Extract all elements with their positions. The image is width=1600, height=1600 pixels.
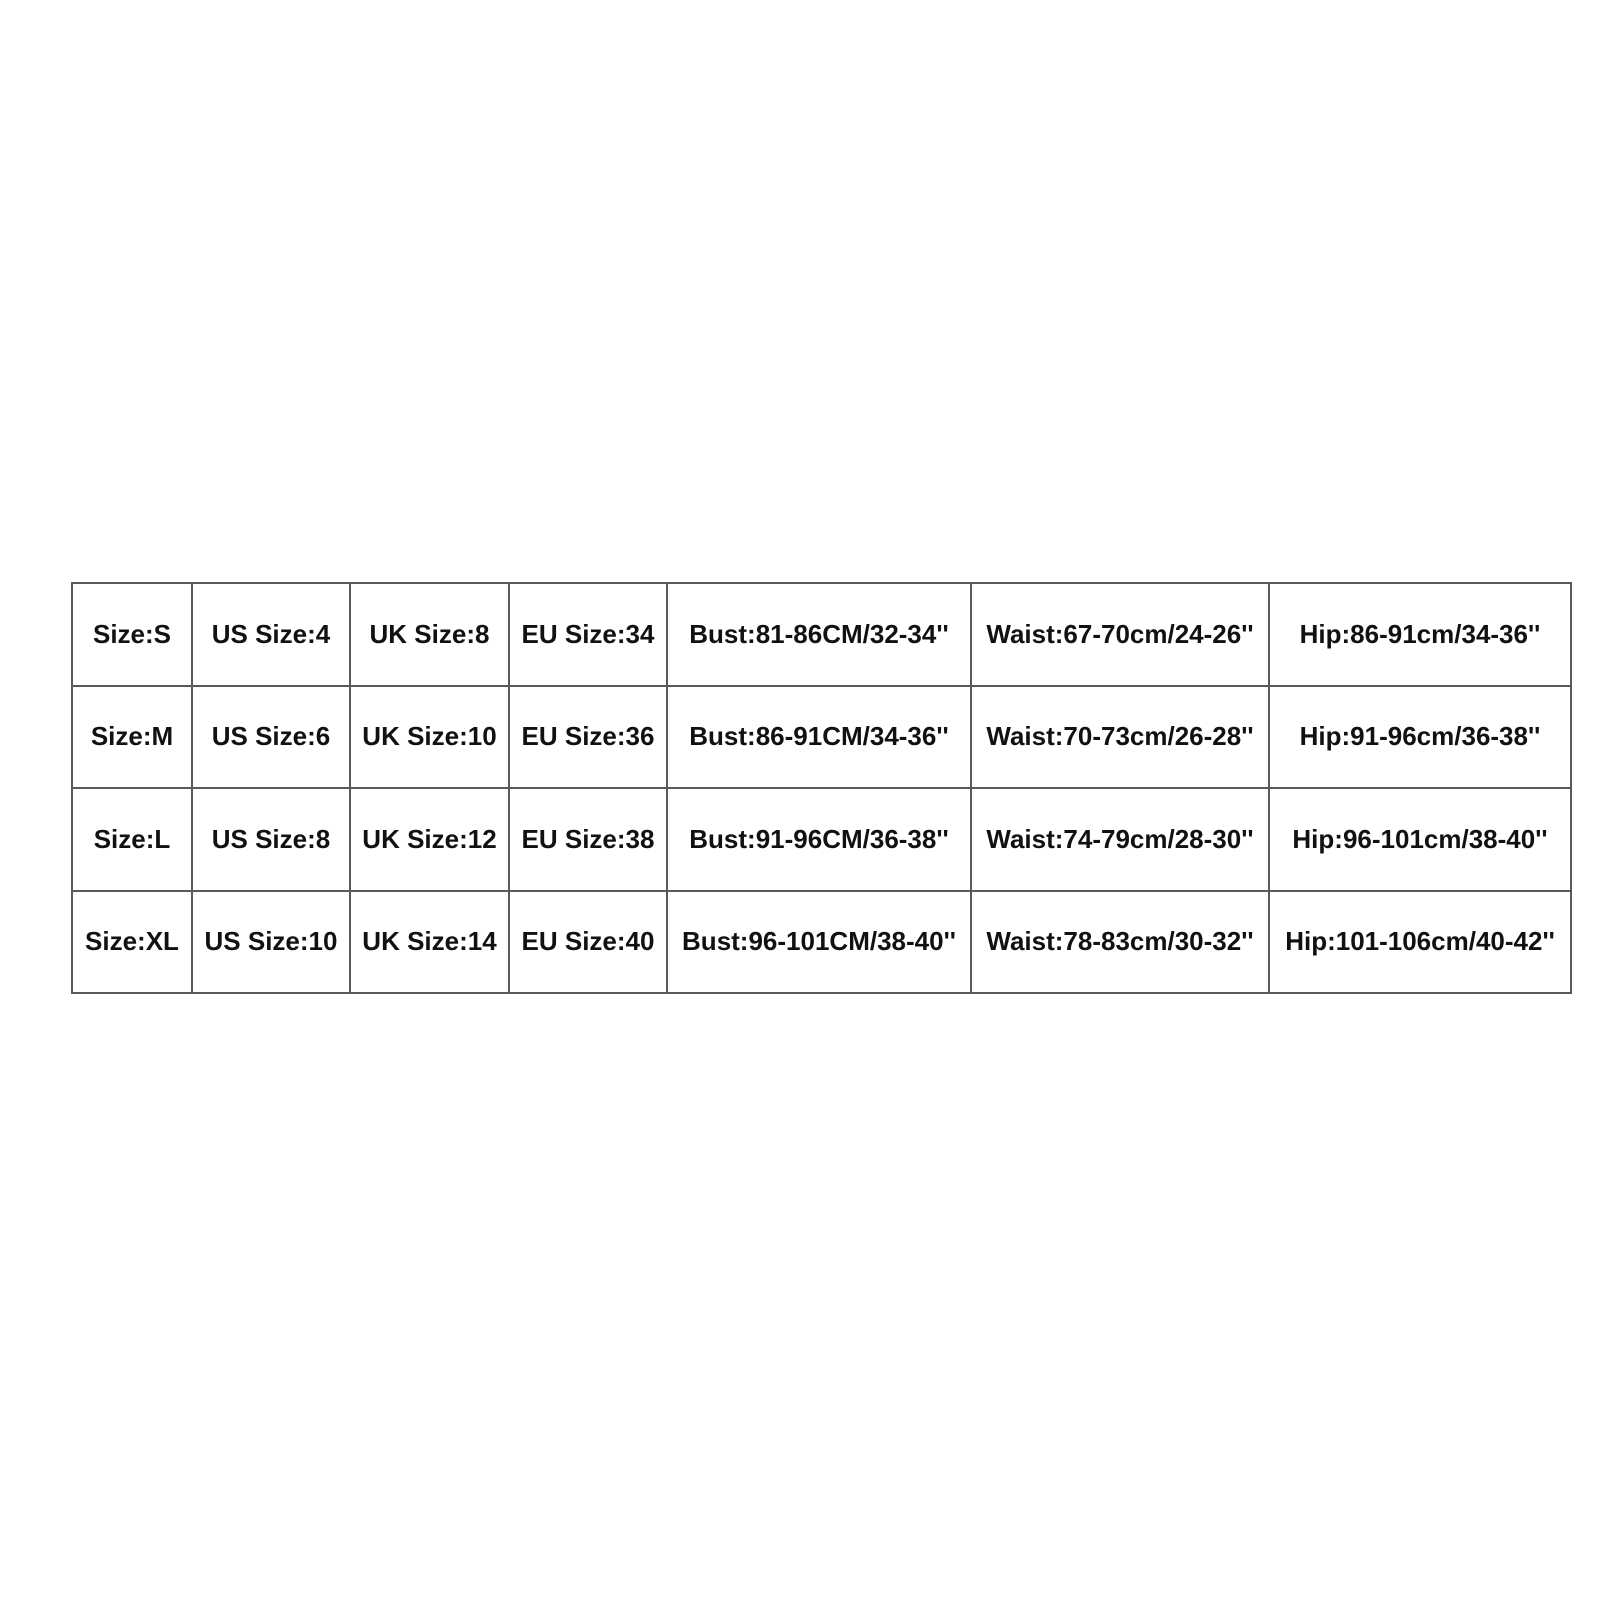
us-size-cell: US Size:10 (192, 891, 350, 994)
size-label-cell: Size:M (72, 686, 192, 789)
waist-cell: Waist:67-70cm/24-26'' (971, 583, 1269, 686)
size-chart-table (71, 582, 1572, 994)
eu-size-cell: EU Size:38 (509, 788, 667, 891)
bust-cell: Bust:96-101CM/38-40'' (667, 891, 971, 994)
us-size-cell: US Size:6 (192, 686, 350, 789)
hip-cell: Hip:91-96cm/36-38'' (1269, 686, 1571, 789)
size-label-cell: Size:L (72, 788, 192, 891)
hip-cell: Hip:96-101cm/38-40'' (1269, 788, 1571, 891)
waist-cell: Waist:74-79cm/28-30'' (971, 788, 1269, 891)
bust-cell: Bust:91-96CM/36-38'' (667, 788, 971, 891)
table-row-size-s (72, 583, 1571, 686)
table-row-size-xl (72, 891, 1571, 994)
us-size-cell: US Size:4 (192, 583, 350, 686)
hip-cell: Hip:101-106cm/40-42'' (1269, 891, 1571, 994)
waist-cell: Waist:70-73cm/26-28'' (971, 686, 1269, 789)
size-label-cell: Size:XL (72, 891, 192, 994)
eu-size-cell: EU Size:40 (509, 891, 667, 994)
bust-cell: Bust:86-91CM/34-36'' (667, 686, 971, 789)
bust-cell: Bust:81-86CM/32-34'' (667, 583, 971, 686)
table-row-size-l (72, 788, 1571, 891)
size-label-cell: Size:S (72, 583, 192, 686)
table-row-size-m (72, 686, 1571, 789)
uk-size-cell: UK Size:14 (350, 891, 509, 994)
eu-size-cell: EU Size:36 (509, 686, 667, 789)
waist-cell: Waist:78-83cm/30-32'' (971, 891, 1269, 994)
us-size-cell: US Size:8 (192, 788, 350, 891)
uk-size-cell: UK Size:12 (350, 788, 509, 891)
uk-size-cell: UK Size:8 (350, 583, 509, 686)
uk-size-cell: UK Size:10 (350, 686, 509, 789)
hip-cell: Hip:86-91cm/34-36'' (1269, 583, 1571, 686)
eu-size-cell: EU Size:34 (509, 583, 667, 686)
